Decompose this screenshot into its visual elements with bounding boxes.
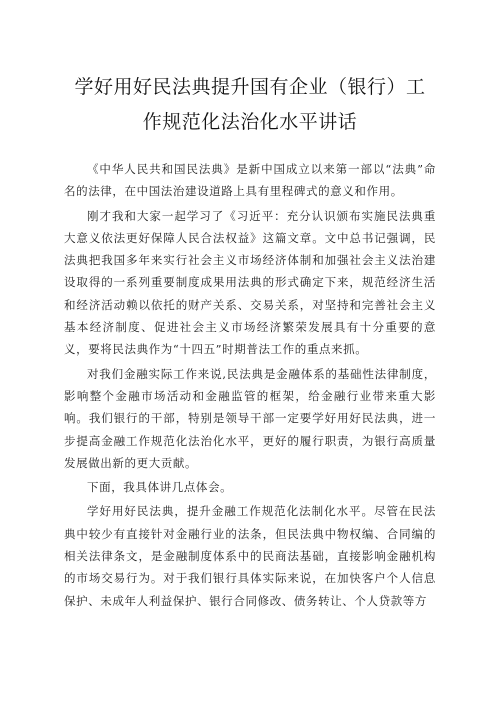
document-title-line-1: 学好用好民法典提升国有企业（银行）工	[74, 76, 426, 98]
paragraph-intro: 《中华人民共和国民法典》是新中国成立以来第一部以“法典”命名的法律，在中国法治建设道路上具有里程碑式的意义和作用。	[64, 162, 436, 199]
document-title-line-2: 作规范化法治化水平讲话	[142, 111, 358, 133]
paragraph-point-one: 学好用好民法典，提升金融工作规范化法制化水平。尽管在民法典中较少有直接针对金融行业的法条，但民法典中物权编、合同编的相关法律条文，是金融制度体系中的民商法基础，直接影响金融机构的市场交易行为。对于我们银行具体实际来说，在加快客户个人信息保护、未成年人利益保护、银行合同修改、债务转让、个人贷款等方	[64, 504, 436, 608]
paragraph-transition: 下面，我具体讲几点体会。	[87, 480, 233, 495]
paragraph-study-article: 刚才我和大家一起学习了《习近平：充分认识颁布实施民法典重大意义依法更好保障人民合法权益》这篇文章。文中总书记强调，民法典把我国多年来实行社会主义市场经济体制和加强社会主义法治建设取得的一系列重要制度成果用法典的形式确定下来，规范经济生活和经济活动赖以依托的财产关系、交易关系，对坚持和完善社会主义基本经济制度、促进社会主义市场经济繁荣发展具有十分重要的意义，要将民法典作为“十四五”时期普法工作的重点来抓。	[64, 208, 436, 357]
document-body	[64, 158, 436, 614]
paragraph-finance-impact: 对我们金融实际工作来说,民法典是金融体系的基础性法律制度，影响整个金融市场活动和金融监管的框架，给金融行业带来重大影响。我们银行的干部，特别是领导干部一定要学好用好民法典，进一步提高金融工作规范化法治化水平，更好的履行职责，为银行高质量发展做出新的更大贡献。	[64, 366, 436, 470]
